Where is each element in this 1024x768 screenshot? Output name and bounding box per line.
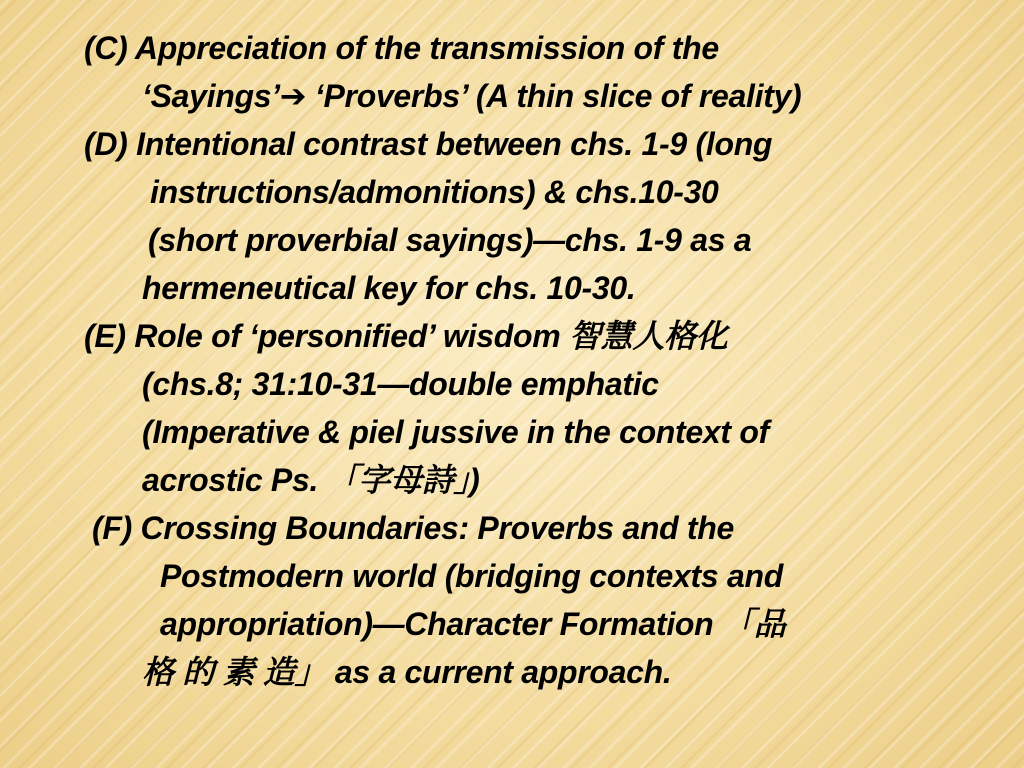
point-f-line-4: 格 的 素 造」 as a current approach. bbox=[142, 654, 672, 690]
point-d-line-1: (D) Intentional contrast between chs. 1-9 (long bbox=[84, 126, 773, 162]
point-c-line-2: ‘Sayings’➔ ‘Proverbs’ (A thin slice of reality) bbox=[142, 78, 802, 114]
point-f-line-3: appropriation)—Character Formation 「品 bbox=[160, 606, 786, 642]
point-e-line-2: (chs.8; 31:10-31—double emphatic bbox=[142, 366, 659, 402]
point-f-line-1: (F) Crossing Boundaries: Proverbs and the bbox=[92, 510, 735, 546]
point-d-line-4: hermeneutical key for chs. 10-30. bbox=[142, 270, 636, 306]
point-e-line-4: acrostic Ps. 「字母詩」) bbox=[142, 462, 480, 498]
point-e-line-1: (E) Role of ‘personified’ wisdom 智慧人格化 bbox=[84, 318, 728, 354]
point-d-line-3: (short proverbial sayings)—chs. 1-9 as a bbox=[148, 222, 752, 258]
point-c-line-1: (C) Appreciation of the transmission of the bbox=[84, 30, 719, 66]
point-e-line-3: (Imperative & piel jussive in the context of bbox=[142, 414, 769, 450]
point-d-line-2: instructions/admonitions) & chs.10-30 bbox=[150, 174, 719, 210]
point-f-line-2: Postmodern world (bridging contexts and bbox=[160, 558, 783, 594]
